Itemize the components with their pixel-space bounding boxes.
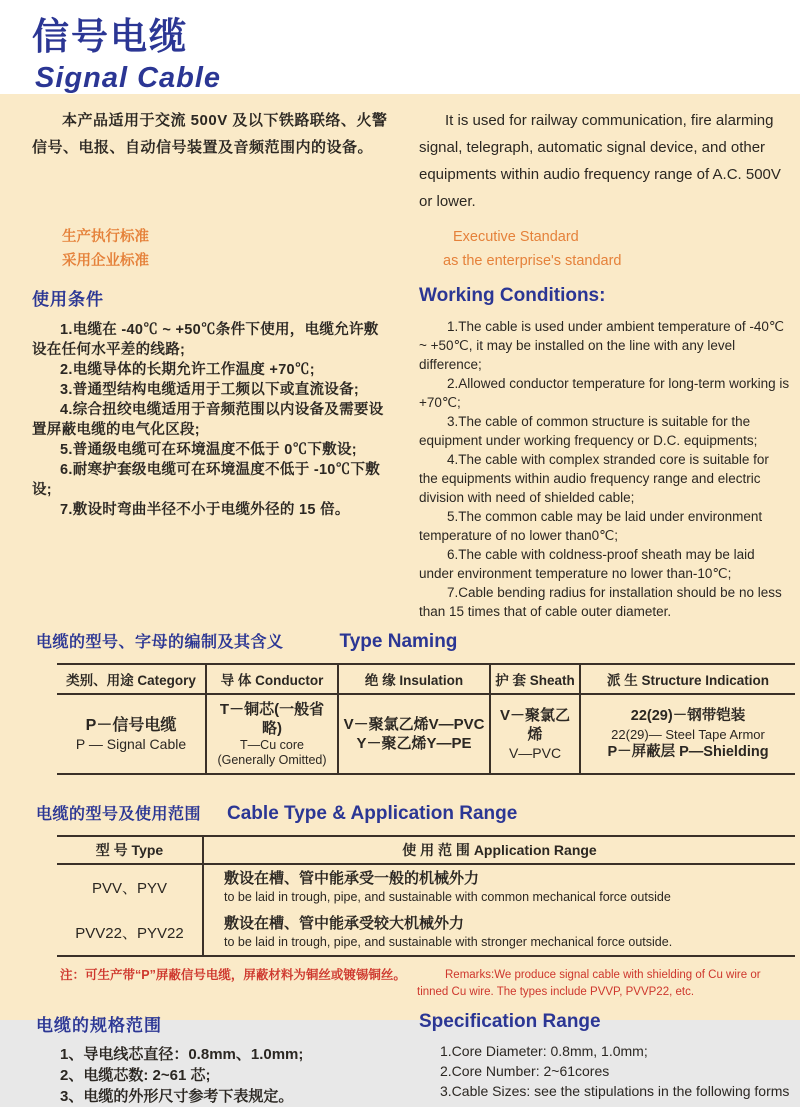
type-naming-table: [57, 663, 795, 775]
cell-type-pvv: PVV、PYV: [91, 880, 168, 897]
cell-conductor-zh: T－铜芯(一般省略): [219, 701, 325, 737]
cell-category: [57, 694, 206, 774]
cell-category-zh: P－信号电缆: [85, 716, 177, 734]
cell-structure-line1: 22(29)－钢带铠装: [630, 707, 746, 724]
range-zh: 敷设在槽、管中能承受一般的机械外力: [224, 870, 480, 887]
application-range-heading-zh: 电缆的型号及使用范围: [36, 806, 202, 823]
condition-item-en: 6.The cable with coldness-proof sheath may be laid under environment temperature no lower than-10℃;: [419, 547, 755, 581]
cell-insulation: [338, 694, 490, 774]
working-conditions-heading-zh: 使用条件: [32, 290, 104, 309]
condition-item-en: 7.Cable bending radius for installation should be no less than 15 times that of cable outer diameter.: [419, 585, 782, 619]
column-header-sheath: 护 套 Sheath: [490, 664, 580, 694]
cell-sheath-zh: V－聚氯乙烯: [499, 707, 570, 743]
cell-range-pvv22: [203, 910, 795, 956]
specification-item-en: 3.Cable Sizes: see the stipulations in the following forms: [440, 1083, 790, 1099]
page-title-zh: 信号电缆: [32, 16, 188, 57]
cell-conductor-en: T—Cu core (Generally Omitted): [217, 738, 327, 767]
cell-structure-line3: P－屏蔽层 P—Shielding: [607, 743, 769, 760]
table-row: [57, 910, 795, 956]
range-en: to be laid in trough, pipe, and sustainable with stronger mechanical force outside.: [224, 935, 673, 949]
column-header-conductor: 导 体 Conductor: [206, 664, 338, 694]
column-header-category: 类别、用途 Category: [57, 664, 206, 694]
condition-item-zh: 3.普通型结构电缆适用于工频以下或直流设备;: [60, 382, 360, 398]
standard-line-zh-2: 采用企业标准: [62, 253, 149, 269]
cell-insulation-line2: Y－聚乙烯Y—PE: [356, 735, 472, 752]
condition-item-en: 2.Allowed conductor temperature for long-term working is +70℃;: [419, 376, 790, 410]
working-conditions-section: [0, 285, 800, 621]
condition-item-en: 5.The common cable may be laid under environment temperature of no lower than0℃;: [419, 509, 763, 543]
page-header: [0, 0, 800, 94]
condition-item-en: 3.The cable of common structure is suitable for the equipment under working frequency or D.C. equipments;: [419, 414, 758, 448]
specification-range-section: [0, 1011, 800, 1107]
application-range-header-row: [57, 836, 795, 864]
working-conditions-list-en: [419, 317, 790, 621]
cell-category-en: P — Signal Cable: [75, 735, 187, 752]
condition-item-zh: 2.电缆导体的长期允许工作温度 +70℃;: [60, 362, 315, 378]
cell-type-pvv22: PVV22、PYV22: [75, 925, 184, 942]
condition-item-zh: 7.敷设时弯曲半径不小于电缆外径的 15 倍。: [60, 502, 350, 518]
cell-structure: [580, 694, 795, 774]
specification-item-en: 2.Core Number: 2~61cores: [440, 1063, 610, 1079]
cell-conductor: [206, 694, 338, 774]
application-range-heading-en: Cable Type & Application Range: [227, 803, 518, 824]
specification-item-en: 1.Core Diameter: 0.8mm, 1.0mm;: [440, 1043, 648, 1059]
cell-range-pvv: [203, 864, 795, 910]
intro-section: [0, 107, 800, 215]
intro-paragraph-en: It is used for railway communication, fire alarming signal, telegraph, automatic signal device, and other equipments within audio frequency range of A.C. 500V or lower.: [419, 112, 781, 210]
specification-range-heading-en: Specification Range: [419, 1011, 601, 1032]
condition-item-zh: 1.电缆在 -40℃ ~ +50℃条件下使用，电缆允许敷设在任何水平差的线路;: [32, 322, 379, 358]
notes-section: [0, 967, 800, 1001]
cell-insulation-line1: V－聚氯乙烯V—PVC: [343, 716, 485, 733]
specification-item-zh: 2、电缆芯数: 2~61 芯;: [60, 1067, 211, 1084]
table-row: [57, 864, 795, 910]
condition-item-en: 4.The cable with complex stranded core is suitable for the equipments within audio frequency range and electric division with need of shielded cable;: [419, 452, 769, 505]
column-header-structure: 派 生 Structure Indication: [580, 664, 795, 694]
specification-list-zh: [32, 1044, 390, 1107]
note-zh: 注：可生产带“P”屏蔽信号电缆，屏蔽材料为铜丝或镀锡铜丝。: [60, 968, 406, 982]
condition-item-zh: 6.耐寒护套级电缆可在环境温度不低于 -10℃下敷设;: [32, 462, 381, 498]
column-header-type: 型 号 Type: [57, 836, 203, 864]
working-conditions-list-zh: [32, 320, 390, 520]
specification-list-en: [419, 1041, 790, 1101]
standard-line-en-1: Executive Standard: [453, 229, 579, 245]
application-range-heading: [0, 801, 800, 825]
specification-item-zh: 1、导电线芯直径：0.8mm、1.0mm;: [60, 1046, 304, 1063]
column-header-application-range: 使 用 范 围 Application Range: [203, 836, 795, 864]
condition-item-en: 1.The cable is used under ambient temperature of -40℃ ~ +50℃, it may be installed on the line with any level difference;: [419, 319, 785, 372]
condition-item-zh: 4.综合扭绞电缆适用于音频范围以内设备及需要设置屏蔽电缆的电气化区段;: [32, 402, 384, 438]
standards-section: [0, 225, 800, 273]
condition-item-zh: 5.普通级电缆可在环境温度不低于 0℃下敷设;: [60, 442, 357, 458]
column-header-insulation: 绝 缘 Insulation: [338, 664, 490, 694]
standard-line-en-2: as the enterprise's standard: [443, 253, 622, 269]
note-en: Remarks:We produce signal cable with shielding of Cu wire or tinned Cu wire. The types include PVVP, PVVP22, etc.: [417, 969, 761, 998]
intro-paragraph-zh: 本产品适用于交流 500V 及以下铁路联络、火警信号、电报、自动信号装置及音频范围内的设备。: [32, 112, 388, 156]
range-en: to be laid in trough, pipe, and sustainable with common mechanical force outside: [224, 890, 671, 904]
type-naming-header-row: [57, 664, 795, 694]
specification-range-heading-zh: 电缆的规格范围: [36, 1016, 162, 1035]
type-naming-heading-en: Type Naming: [339, 631, 458, 652]
application-range-table: [57, 835, 795, 957]
type-naming-data-row: [57, 694, 795, 774]
range-zh: 敷设在槽、管中能承受较大机械外力: [224, 915, 465, 932]
type-naming-heading-zh: 电缆的型号、字母的编制及其含义: [36, 634, 284, 651]
working-conditions-heading-en: Working Conditions:: [419, 285, 606, 306]
page-title-en: Signal Cable: [35, 62, 222, 94]
standard-line-zh-1: 生产执行标准: [62, 229, 149, 245]
cell-structure-line2: 22(29)— Steel Tape Armor: [611, 726, 765, 742]
type-naming-heading: [0, 629, 800, 653]
cell-sheath: [490, 694, 580, 774]
specification-item-zh: 3、电缆的外形尺寸参考下表规定。: [60, 1088, 294, 1105]
cell-sheath-en: V—PVC: [508, 745, 562, 761]
